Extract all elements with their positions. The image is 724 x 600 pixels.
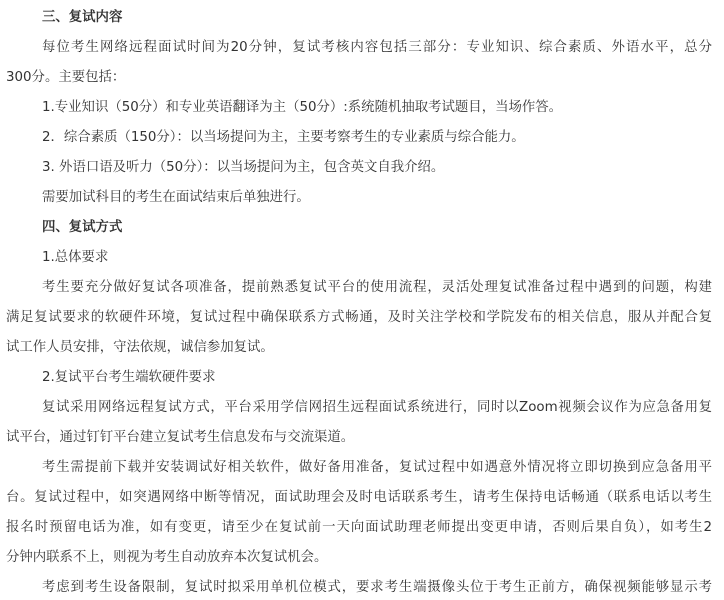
section-3-intro-line-1: 每位考生网络远程面试时间为20分钟，复试考核内容包括三部分：专业知识、综合素质、外语水平，总分 (42, 40, 712, 55)
section-3-item-1: 1.专业知识（50分）和专业英语翻译为主（50分）:系统随机抽取考试题目，当场作答。 (42, 100, 563, 115)
section-4-sub-1-title: 1.总体要求 (42, 250, 109, 265)
section-4-sub-1-line-2: 满足复试要求的软硬件环境，复试过程中确保联系方式畅通，及时关注学校和学院发布的相关信息，服从并配合复 (6, 310, 712, 325)
section-4-sub-1-line-3: 试工作人员安排，守法依规，诚信参加复试。 (6, 340, 274, 355)
section-3-item-3: 3. 外语口语及听力（50分）：以当场提问为主，包含英文自我介绍。 (42, 160, 445, 175)
section-4-sub-2-p2-line-1: 考生需提前下载并安装调试好相关软件，做好备用准备，复试过程中如遇意外情况将立即切换到应急备用平 (42, 460, 712, 475)
section-4-sub-2-p2-line-2: 台。复试过程中，如突遇网络中断等情况，面试助理会及时电话联系考生，请考生保持电话畅通（联系电话以考生 (6, 490, 712, 505)
section-4-sub-2-p3-line-1: 考虑到考生设备限制，复试时拟采用单机位模式，要求考生端摄像头位于考生正前方，确保视频能够显示考 (42, 580, 712, 595)
section-4-sub-2-p2-line-4: 分钟内联系不上，则视为考生自动放弃本次复试机会。 (6, 550, 328, 565)
section-4-sub-2-title: 2.复试平台考生端软硬件要求 (42, 370, 216, 385)
section-3-item-2: 2．综合素质（150分）：以当场提问为主，主要考察考生的专业素质与综合能力。 (42, 130, 525, 145)
section-4-sub-1-line-1: 考生要充分做好复试各项准备，提前熟悉复试平台的使用流程，灵活处理复试准备过程中遇到的问题，构建 (42, 280, 712, 295)
section-3-note: 需要加试科目的考生在面试结束后单独进行。 (42, 190, 310, 205)
section-4-sub-2-p2-line-3: 报名时预留电话为准，如有变更，请至少在复试前一天向面试助理老师提出变更申请，否则后果自负），如考生2 (6, 520, 712, 535)
section-3-intro-line-2: 300分。主要包括： (6, 70, 126, 85)
section-4-heading: 四、复试方式 (42, 220, 123, 235)
section-4-sub-2-p1-line-1: 复试采用网络远程复试方式，平台采用学信网招生远程面试系统进行，同时以Zoom视频会议作为应急备用复 (42, 400, 712, 415)
section-3-heading: 三、复试内容 (42, 10, 123, 25)
section-4-sub-2-p1-line-2: 试平台，通过钉钉平台建立复试考生信息发布与交流渠道。 (6, 430, 355, 445)
